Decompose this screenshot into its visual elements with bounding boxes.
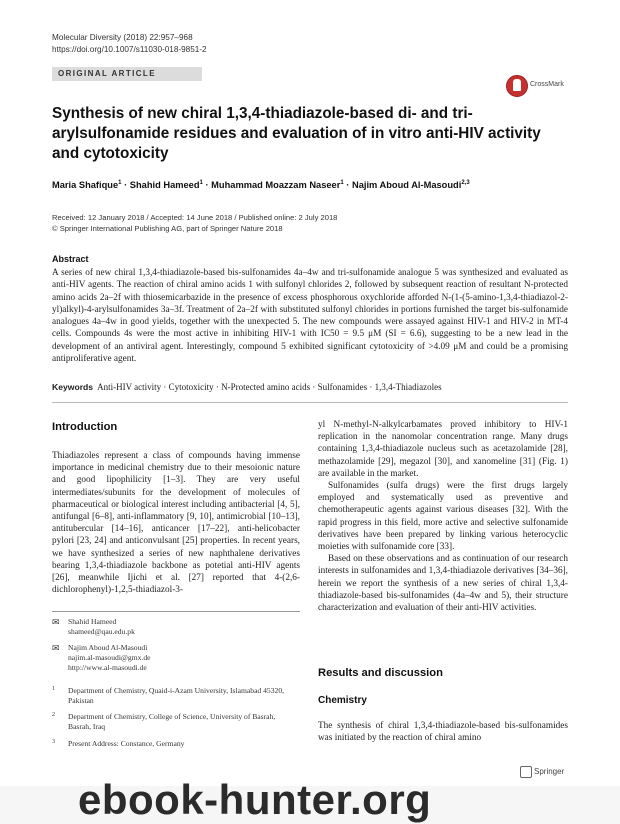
author-name: Maria Shafique	[52, 180, 119, 191]
springer-wordmark: Springer	[534, 767, 565, 777]
affiliation	[52, 739, 300, 751]
introduction-paragraph: Thiadiazoles represent a class of compounds having immense importance in medicinal chemistry due to their mesoionic nature and good lipophilicity [1–3]. They are very useful intermediates/subunits for the development of molecules of pharmaceutical or biological interest including antibacterial [4, 5], antifungal [6–8], anti-inflammatory [9, 10], antimicrobial [10–13], antitubercular [14–16], anticancer [17–22], anti-helicobacter pylori [23, 24] and anticonvulsant [25] properties. In recent years, we have synthesized a series of new naphthalene derivatives bearing 1,3,4-thiadiazole backbone as potetial anti-HIV agents [26], meanwhile Ijichi et al. [27] reported that 4-(2,6-dichlorophenyl)-1,2,5-thiadiazol-3-	[52, 451, 300, 596]
introduction-column	[52, 450, 300, 596]
affiliation	[52, 686, 300, 708]
contact-entry	[52, 643, 300, 675]
keywords	[52, 382, 442, 392]
crossmark-label: CrossMark	[530, 81, 564, 88]
watermark-text[interactable]: ebook-hunter.org	[78, 776, 432, 823]
chemistry-subheading: Chemistry	[318, 695, 367, 706]
affiliation-number: 2	[52, 712, 55, 718]
copyright-line: © Springer International Publishing AG, part of Springer Nature 2018	[52, 224, 283, 233]
affiliation-number: 1	[52, 686, 55, 692]
author-list	[52, 180, 572, 190]
body-paragraph: Sulfonamides (sulfa drugs) were the first drugs largely employed and systematically used as preventive and chemotherapeutic agents against various diseases [32]. With the rapid progress in this field, more active and selective sulfonamide derivatives have been prepared by linking various heterocyclic moieties with sulfonamide core [33].	[318, 481, 568, 553]
doi-link[interactable]: https://doi.org/10.1007/s11030-018-9851-2	[52, 44, 207, 54]
author-name: Najim Aboud Al-Masoudi	[351, 180, 462, 191]
article-type-label: ORIGINAL ARTICLE	[58, 69, 156, 78]
envelope-icon: ✉	[52, 643, 60, 653]
body-paragraph: yl N-methyl-N-alkylcarbamates proved inhibitory to HIV-1 replication in the nanomolar concentration range. Many drugs containing 1,3,4-thiadiazole nucleus such as acetazolamide [28], methazolamide [29], megazol [30], and xanomeline [31] (Fig. 1) are available in the market.	[318, 420, 568, 479]
springer-horse-icon	[520, 766, 532, 778]
crossmark-icon	[506, 75, 528, 97]
introduction-heading: Introduction	[52, 421, 118, 433]
contact-name: Najim Aboud Al-Masoudi	[68, 643, 148, 652]
envelope-icon: ✉	[52, 617, 60, 627]
affiliation-text: Department of Chemistry, College of Science, University of Basrah, Basrah, Iraq	[68, 712, 276, 731]
abstract-text: A series of new chiral 1,3,4-thiadiazole-based bis-sulfonamides 4a–4w and tri-sulfonamide analogue 5 was synthesized and evaluated as anti-HIV agents. The reaction of chiral amino acids 1 with sulfonyl chlorides 2, followed by subsequent reaction of resultant N-protected amino acids 2a–2f with thiosemicarbazide in the presence of excess phosphorous oxychloride afforded N-(1-(5-amino-1,3,4-thiadiazol-2-yl)alkyl)-4-arylsulfonamides 3a–3f. Treatment of 2a–2f with substituted sulfonyl chlorides in portions furnished the target bis-sulfonamide analogues 4a–4w in good yields, together with the unexpected 5. The new compounds were assayed against HIV-1 and HIV-2 in MT-4 cells. Compounds 4s were the most active in inhibiting HIV-1 with IC50 = 9.5 μM (SI = 6.6), suggesting to be a new lead in the development of an antiviral agent. Interestingly, compound 5 exhibited significant cytotoxicity of >4.09 μM and could be a promising antiproliferative agent.	[52, 268, 568, 365]
author-name: Shahid Hameed	[129, 180, 200, 191]
abstract-heading: Abstract	[52, 254, 89, 264]
author-affiliation-mark: 1	[340, 180, 344, 186]
author-name: Muhammad Moazzam Naseer	[211, 180, 341, 191]
contact-email[interactable]: shameed@qau.edu.pk	[68, 627, 135, 636]
contact-email[interactable]: najim.al-masoudi@gmx.de	[68, 653, 151, 662]
keywords-list: Anti-HIV activity · Cytotoxicity · N-Protected amino acids · Sulfonamides · 1,3,4-Thiadiazoles	[97, 382, 442, 392]
publication-dates	[52, 212, 337, 234]
right-column-text	[318, 419, 568, 614]
chemistry-text	[318, 720, 568, 744]
affiliation-text: Department of Chemistry, Quaid-i-Azam University, Islamabad 45320, Pakistan	[68, 686, 285, 705]
received-accepted-line: Received: 12 January 2018 / Accepted: 14 June 2018 / Published online: 2 July 2018	[52, 213, 338, 222]
body-paragraph: Based on these observations and as continuation of our research interests in sulfonamides and 1,3,4-thiadiazole derivatives [34–36], herein we report the synthesis of a new series of chiral 1,3,4-thiadiazole-based bis-sulfonamides (4a–4w and 5), their structure characterization and evaluation of their anti-HIV activities.	[318, 554, 568, 614]
contact-entry	[52, 617, 300, 639]
keywords-label: Keywords	[52, 382, 94, 392]
author-separator: ·	[346, 180, 350, 191]
journal-info	[52, 32, 207, 55]
author-affiliation-mark: 1	[118, 180, 122, 186]
author-separator: ·	[124, 180, 128, 191]
author-separator: ·	[205, 180, 209, 191]
crossmark-badge[interactable]	[506, 75, 568, 103]
springer-logo	[520, 766, 564, 778]
results-heading: Results and discussion	[318, 667, 443, 679]
contact-website[interactable]: http://www.al-masoudi.de	[68, 663, 147, 672]
affiliation	[52, 712, 300, 734]
section-divider	[52, 402, 568, 403]
affiliation-text: Present Address: Constance, Germany	[68, 739, 185, 748]
body-paragraph: The synthesis of chiral 1,3,4-thiadiazole-based bis-sulfonamides was initiated by the reaction of chiral amino	[318, 721, 568, 744]
footnote-rule	[52, 611, 300, 612]
author-affiliation-mark: 2,3	[461, 180, 470, 186]
author-affiliation-mark: 1	[199, 180, 203, 186]
journal-citation: Molecular Diversity (2018) 22:957–968	[52, 33, 193, 42]
paper-title: Synthesis of new chiral 1,3,4-thiadiazole-based di- and tri-arylsulfonamide residues and evaluation of in vitro anti-HIV activity and cytotoxicity	[52, 105, 541, 162]
affiliation-number: 3	[52, 739, 55, 745]
contact-name: Shahid Hameed	[68, 617, 117, 626]
